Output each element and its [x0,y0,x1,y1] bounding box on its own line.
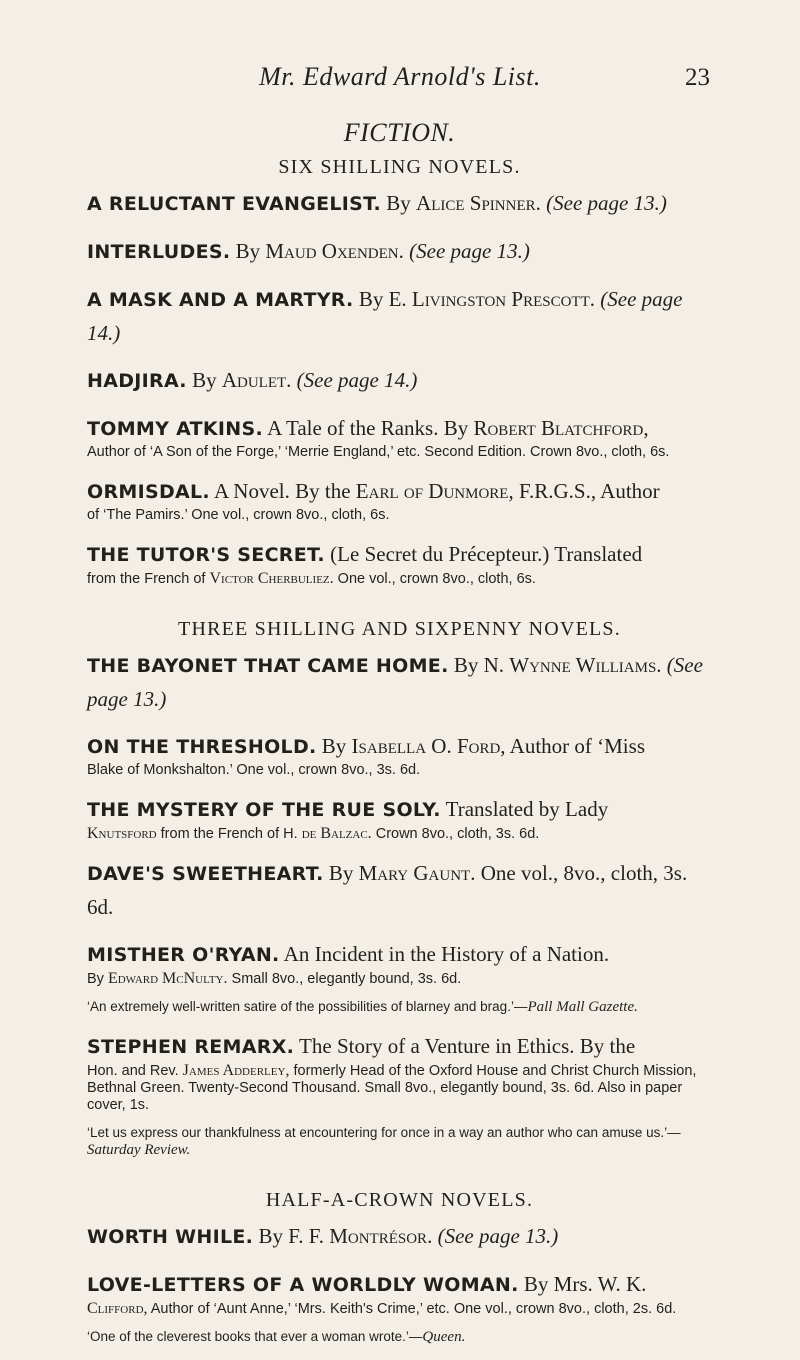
book-entry [87,412,712,461]
quote-text: ‘One of the cleverest books that ever a woman wrote.’— [87,1329,423,1344]
book-entry [87,1220,712,1254]
detail-text: Author of ‘Aunt Anne,’ ‘Mrs. Keith's Crime,’ etc. One vol., crown 8vo., cloth, 2s. 6d. [150,1301,677,1317]
book-detail: Blake of Monkshalton.’ One vol., crown 8vo., 3s. 6d. [87,762,421,778]
book-entry [87,283,712,350]
book-author: Robert Blatchford, [473,416,649,440]
detail-prefix: Hon. and Rev. [87,1063,179,1079]
detail-prefix: By [87,971,104,987]
quote-source: Saturday Review. [87,1142,191,1158]
book-title: INTERLUDES. [87,241,231,263]
book-title: WORTH WHILE. [87,1226,254,1248]
page-reference: (See page 13.) [87,653,703,711]
book-detail [87,970,712,988]
book-author: Edward McNulty. [107,970,228,987]
book-title: MISTHER O'RYAN. [87,944,280,966]
book-subtitle: Translated by Lady [445,797,609,821]
quote-source: Pall Mall Gazette. [527,999,638,1015]
translator-author: Victor Cherbuliez. [209,570,334,587]
book-entry [87,730,712,779]
book-title: A RELUCTANT EVANGELIST. [87,193,382,215]
quote-text: ‘Let us express our thankfulness at encountering for once in a way an author who can amuse us.’— [87,1125,681,1140]
book-subtitle: (Le Secret du Précepteur.) Translated [330,542,643,566]
book-entry [87,649,712,716]
book-entry [87,793,712,843]
quote-source: Queen. [422,1329,466,1345]
page-content [87,112,712,1360]
book-author: Mary Gaunt. [358,861,476,885]
book-author: Isabella O. Ford, [351,734,506,758]
translator-author: Knutsford [87,825,157,842]
detail-text: Small 8vo., elegantly bound, 3s. 6d. [231,971,462,987]
book-entry [87,538,712,588]
by-text: By N. [453,653,505,677]
book-entry [87,187,712,221]
running-head [0,62,800,102]
book-detail [87,1062,712,1114]
book-subtitle: The Story of a Venture in Ethics. By the [299,1034,636,1058]
by-text: By [386,191,411,215]
page-reference: (See page 14.) [87,287,683,345]
detail-text: Crown 8vo., cloth, 3s. 6d. [375,826,540,842]
detail-text: formerly Head of the Oxford House and Christ Church Mission, Bethnal Green. Twenty-Second Thousand. Small 8vo., elegantly bound, 3s. 6d. Also in paper cover, 1s. [87,1063,697,1113]
book-entry [87,364,712,398]
review-quote [87,998,712,1016]
section-heading: THREE SHILLING AND SIXPENNY NOVELS. [178,618,621,640]
page-reference: (See page 14.) [296,368,418,392]
book-author: Earl of Dunmore, [355,479,514,503]
book-title: ON THE THRESHOLD. [87,736,317,758]
detail-prefix: from the French of [87,571,206,587]
page-reference: (See page 13.) [546,191,667,215]
book-author: Montrésor. [329,1224,433,1248]
book-title: DAVE'S SWEETHEART. [87,863,324,885]
book-title: THE MYSTERY OF THE RUE SOLY. [87,799,441,821]
book-format: One vol., 8vo., cloth, 3s. 6d. [87,861,688,919]
book-entry [87,938,712,988]
page-reference: (See page 13.) [437,1224,559,1248]
book-title: A MASK AND A MARTYR. [87,289,354,311]
book-subtitle-2: Author of ‘Miss [509,734,645,758]
book-title: STEPHEN REMARX. [87,1036,295,1058]
book-title: ORMISDAL. [87,481,210,503]
book-author: Adulet. [221,368,292,392]
book-author: Wynne Williams. [509,653,662,677]
quote-text: ‘An extremely well-written satire of the possibilities of blarney and brag.’— [87,999,528,1014]
book-title: THE BAYONET THAT CAME HOME. [87,655,449,677]
book-entry [87,235,712,269]
book-detail: Author of ‘A Son of the Forge,’ ‘Merrie England,’ etc. Second Edition. Crown 8vo., cloth, 6s. [87,444,670,460]
book-entry [87,1268,712,1318]
review-quote [87,1328,712,1346]
running-head-title: Mr. Edward Arnold's List. [259,62,541,91]
review-quote [87,1124,712,1159]
book-detail: of ‘The Pamirs.’ One vol., crown 8vo., cloth, 6s. [87,507,390,523]
book-title: LOVE-LETTERS OF A WORLDLY WOMAN. [87,1274,519,1296]
book-author: Alice Spinner. [416,191,541,215]
by-text: By [328,861,354,885]
fiction-heading: FICTION. [343,118,456,147]
book-entry [87,857,712,924]
book-author: Livingston Prescott. [411,287,595,311]
book-detail [87,1300,712,1318]
book-title: TOMMY ATKINS. [87,418,263,440]
page-reference: (See page 13.) [409,239,530,263]
book-author: Maud Oxenden. [265,239,404,263]
book-title: HADJIRA. [87,370,187,392]
by-text: By [235,239,261,263]
book-entry [87,1030,712,1114]
book-detail [87,570,712,588]
book-entry [87,475,712,524]
book-author: James Adderley, [182,1062,290,1079]
by-text: By [192,368,217,392]
book-detail [87,825,712,843]
by-text: By E. [358,287,407,311]
book-subtitle-2: F.R.G.S., Author [518,479,660,503]
by-text: By F. F. [258,1224,324,1248]
book-subtitle: A Tale of the Ranks. By [267,416,469,440]
detail-prefix: from the French of H. [160,826,298,842]
book-author: Clifford, [87,1300,148,1317]
book-subtitle: A Novel. By the [214,479,351,503]
detail-text: One vol., crown 8vo., cloth, 6s. [337,571,536,587]
book-subtitle: By [321,734,347,758]
original-author: de Balzac. [301,825,372,842]
section-heading: HALF-A-CROWN NOVELS. [265,1189,534,1211]
section-heading: SIX SHILLING NOVELS. [278,156,521,178]
book-subtitle: An Incident in the History of a Nation. [283,942,610,966]
book-title: THE TUTOR'S SECRET. [87,544,325,566]
book-subtitle: By Mrs. W. K. [523,1272,647,1296]
page-number: 23 [685,64,710,91]
